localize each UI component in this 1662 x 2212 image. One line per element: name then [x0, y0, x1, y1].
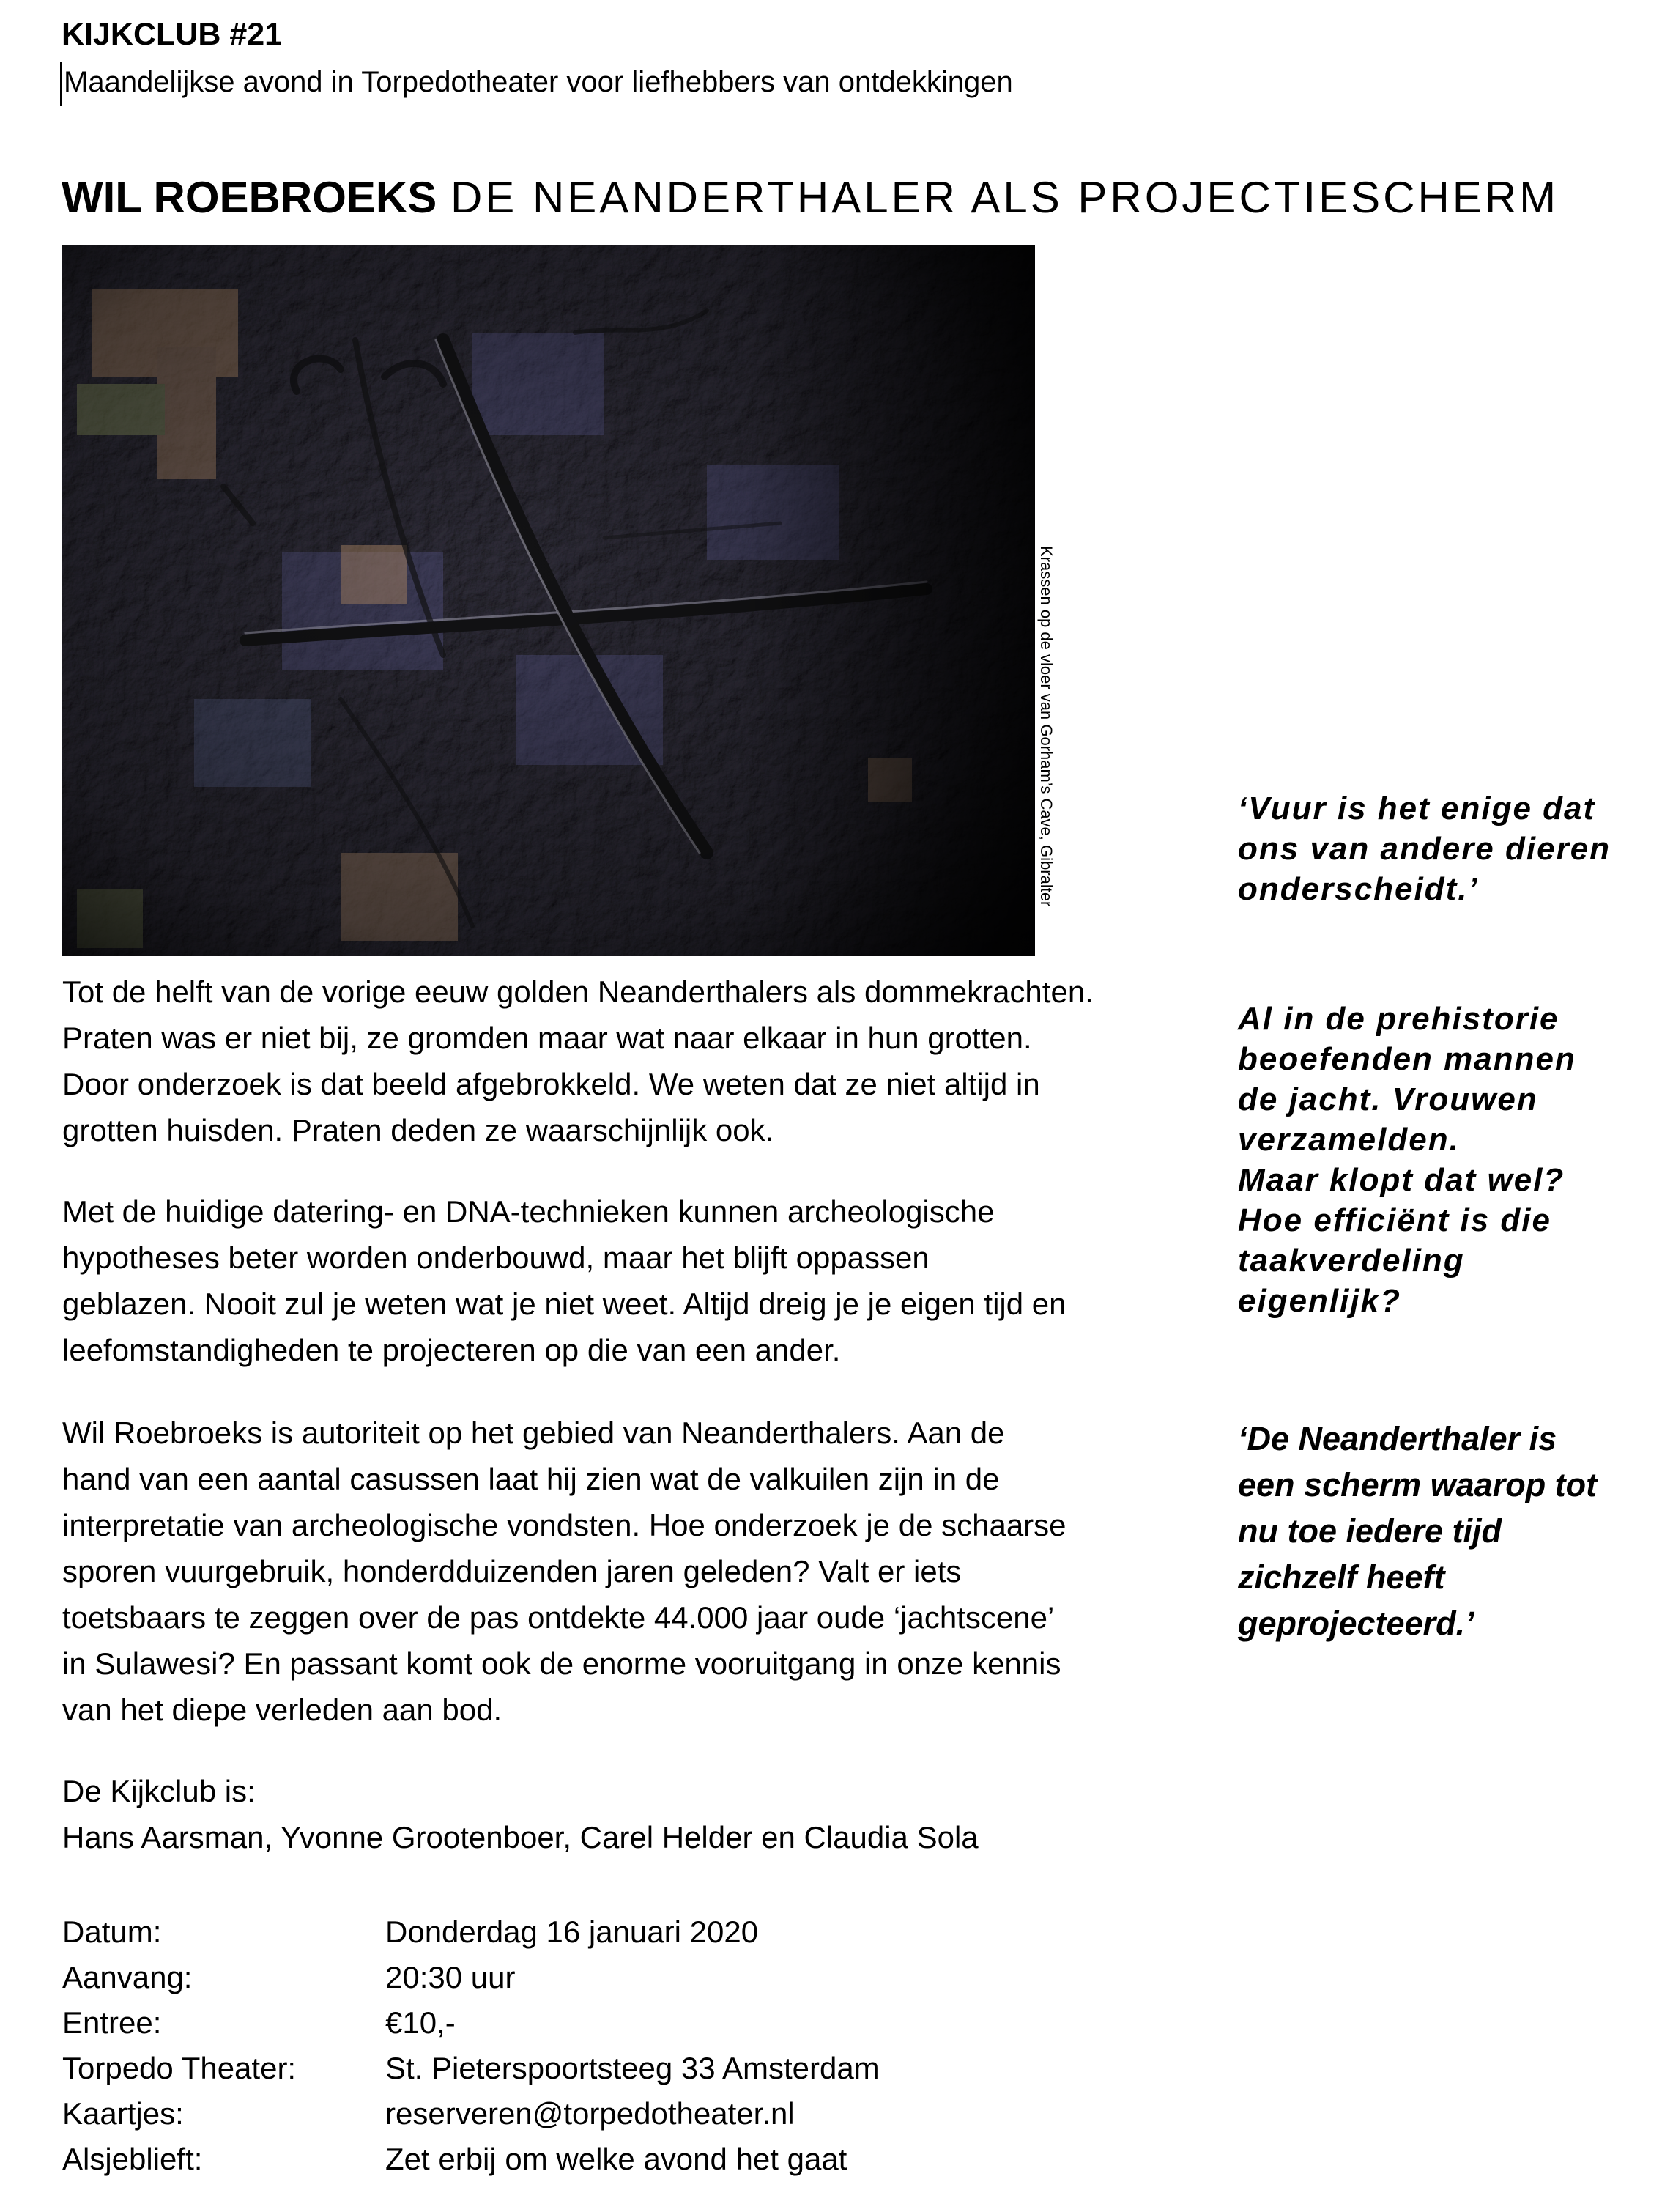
detail-row-venue: [62, 2046, 1088, 2091]
subtitle: Maandelijkse avond in Torpedotheater voor liefhebbers van ontdekkingen: [64, 66, 1013, 98]
detail-value: St. Pieterspoortsteeg 33 Amsterdam: [385, 2051, 880, 2085]
detail-value: 20:30 uur: [385, 1960, 516, 1994]
pull-quote-fire: ‘Vuur is het enige dat ons van andere dieren onderscheidt.’: [1238, 791, 1611, 907]
paragraph-line: in Sulawesi? En passant komt ook de enorme vooruitgang in onze kennis: [62, 1646, 1061, 1681]
club-label: De Kijkclub is:: [62, 1774, 256, 1808]
detail-label: Aanvang:: [62, 1960, 193, 1994]
detail-row-note: [62, 2137, 1088, 2182]
detail-row-date: [62, 1909, 1088, 1955]
paragraph-line: geblazen. Nooit zul je weten wat je niet weet. Altijd dreig je je eigen tijd en: [62, 1287, 1066, 1321]
photo-caption: Krassen op de vloer van Gorham’s Cave, Gibralter: [1037, 546, 1056, 907]
pull-quote-hunting: Al in de prehistorie beoefenden mannen de jacht. Vrouwen verzamelden. Maar klopt dat wel? Hoe efficiënt is die taakverdeling eigenlijk?: [1238, 1001, 1576, 1319]
club-members: Hans Aarsman, Yvonne Grootenboer, Carel Helder en Claudia Sola: [62, 1820, 979, 1854]
paragraph-line: hand van een aantal casussen laat hij zien wat de valkuilen zijn in de: [62, 1462, 1000, 1496]
detail-label: Kaartjes:: [62, 2096, 184, 2131]
detail-label: Datum:: [62, 1915, 162, 1949]
text-cursor: [60, 62, 62, 106]
detail-label: Alsjeblieft:: [62, 2142, 203, 2176]
speaker-name: WIL ROEBROEKS: [62, 173, 437, 222]
paragraph-line: Wil Roebroeks is autoriteit op het gebied van Neanderthalers. Aan de: [62, 1416, 1005, 1450]
paragraph-line: toetsbaars te zeggen over de pas ontdekte 44.000 jaar oude ‘jachtscene’: [62, 1600, 1055, 1635]
pull-quote-projection: ‘De Neanderthaler is een scherm waarop tot nu toe iedere tijd zichzelf heeft geprojecteerd.’: [1238, 1420, 1598, 1642]
cave-engraving-photo: [62, 245, 1035, 956]
ticket-email-link[interactable]: reserveren@torpedotheater.nl: [385, 2096, 795, 2131]
paragraph-line: Tot de helft van de vorige eeuw golden Neanderthalers als dommekrachten.: [62, 974, 1094, 1009]
kicker-heading: KIJKCLUB #21: [62, 17, 283, 52]
paragraph-line: Praten was er niet bij, ze gromden maar wat naar elkaar in hun grotten.: [62, 1021, 1032, 1055]
paragraph-line: grotten huisden. Praten deden ze waarschijnlijk ook.: [62, 1113, 774, 1147]
paragraph-line: interpretatie van archeologische vondsten. Hoe onderzoek je de schaarse: [62, 1508, 1066, 1542]
paragraph-line: sporen vuurgebruik, honderdduizenden jaren geleden? Valt er iets: [62, 1554, 962, 1588]
paragraph-line: Door onderzoek is dat beeld afgebrokkeld. We weten dat ze niet altijd in: [62, 1067, 1040, 1101]
paragraph-line: leefomstandigheden te projecteren op die van een ander.: [62, 1333, 841, 1367]
detail-label: Entree:: [62, 2005, 162, 2040]
intro-paragraph: [62, 969, 1190, 1153]
lecture-topic: DE NEANDERTHALER ALS PROJECTIESCHERM: [450, 173, 1559, 222]
detail-row-tickets: [62, 2091, 1088, 2137]
cave-engraving-image: [62, 245, 1035, 956]
detail-row-start-time: [62, 1955, 1088, 2000]
detail-label: Torpedo Theater:: [62, 2051, 297, 2085]
methods-paragraph: [62, 1188, 1190, 1373]
paragraph-line: hypotheses beter worden onderbouwd, maar het blijft oppassen: [62, 1240, 930, 1275]
event-details: [62, 1909, 1088, 2182]
page-title: [62, 173, 1559, 223]
detail-value: Zet erbij om welke avond het gaat: [385, 2142, 847, 2176]
speaker-paragraph: [62, 1410, 1190, 1733]
paragraph-line: van het diepe verleden aan bod.: [62, 1693, 502, 1727]
paragraph-line: Met de huidige datering- en DNA-technieken kunnen archeologische: [62, 1194, 995, 1229]
detail-row-entry-fee: [62, 2000, 1088, 2046]
detail-value: Donderdag 16 januari 2020: [385, 1915, 759, 1949]
detail-value: €10,-: [385, 2005, 456, 2040]
